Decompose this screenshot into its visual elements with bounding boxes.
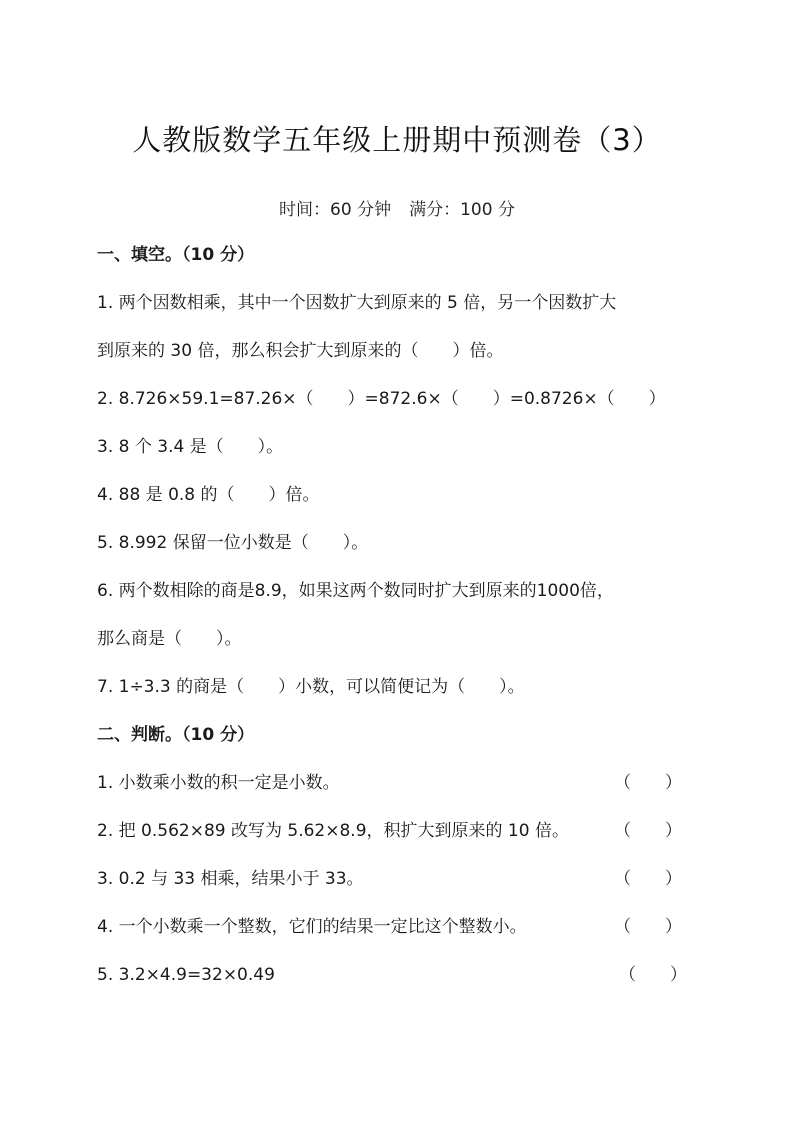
judge-question-3: 3. 0.2 与 33 相乘，结果小于 33。	[97, 869, 364, 889]
exam-time: 时间：60 分钟	[279, 200, 392, 220]
section1-heading: 一、填空。（10 分）	[97, 245, 255, 265]
fill-question-1-line-1: 1. 两个因数相乘，其中一个因数扩大到原来的 5 倍，另一个因数扩大	[97, 293, 617, 313]
judge-question-5: 5. 3.2×4.9=32×0.49	[97, 965, 275, 985]
judge-question-4: 4. 一个小数乘一个整数，它们的结果一定比这个整数小。	[97, 917, 527, 937]
judge-answer-paren-4: （ ）	[614, 917, 682, 937]
fill-question-6-line-1: 6. 两个数相除的商是8.9，如果这两个数同时扩大到原来的1000倍，	[97, 581, 614, 601]
exam-meta	[0, 195, 794, 220]
judge-answer-paren-5: （ ）	[619, 965, 687, 985]
fill-question-2: 2. 8.726×59.1=87.26×（ ）=872.6×（ ）=0.8726×（ ）	[97, 389, 666, 409]
exam-full-score: 满分：100 分	[409, 200, 515, 220]
page-title: 人教版数学五年级上册期中预测卷（3）	[132, 123, 662, 157]
judge-answer-paren-2: （ ）	[614, 821, 682, 841]
section2-heading: 二、判断。（10 分）	[97, 725, 255, 745]
judge-question-2: 2. 把 0.562×89 改写为 5.62×8.9，积扩大到原来的 10 倍。	[97, 821, 569, 841]
judge-answer-paren-3: （ ）	[614, 869, 682, 889]
fill-question-5: 5. 8.992 保留一位小数是（ ）。	[97, 533, 369, 553]
fill-question-1-line-2: 到原来的 30 倍，那么积会扩大到原来的（ ）倍。	[97, 341, 504, 361]
fill-question-6-line-2: 那么商是（ ）。	[97, 629, 242, 649]
fill-question-4: 4. 88 是 0.8 的（ ）倍。	[97, 485, 320, 505]
fill-question-3: 3. 8 个 3.4 是（ ）。	[97, 437, 284, 457]
fill-question-7: 7. 1÷3.3 的商是（ ）小数，可以简便记为（ ）。	[97, 677, 525, 697]
judge-answer-paren-1: （ ）	[614, 773, 682, 793]
judge-question-1: 1. 小数乘小数的积一定是小数。	[97, 773, 340, 793]
